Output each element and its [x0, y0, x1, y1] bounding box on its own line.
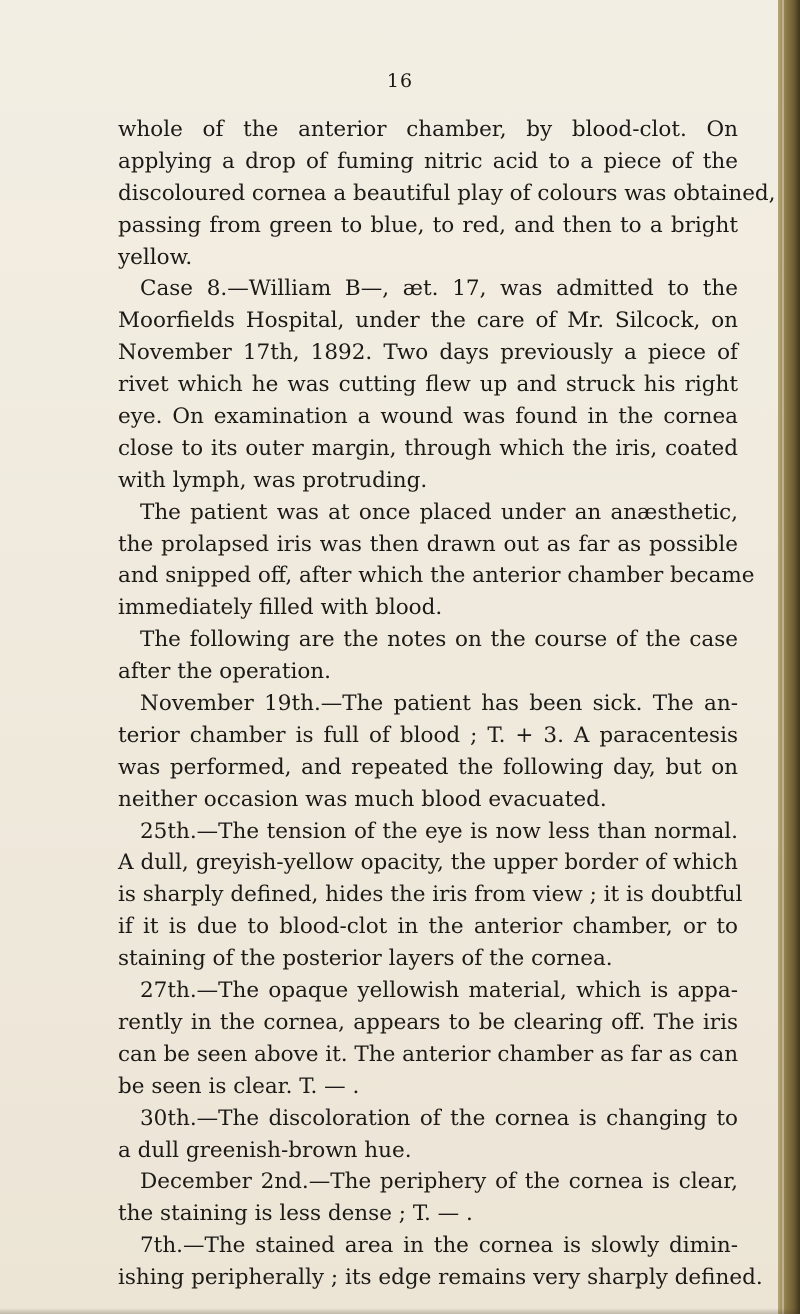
text-line: Moorfields Hospital, under the care of Mr. Silcock, on — [118, 308, 738, 334]
body-text — [118, 114, 776, 1294]
text-line: applying a drop of fuming nitric acid to a piece of the — [118, 148, 738, 174]
text-line: 7th.—The stained area in the cornea is slowly dimin- — [140, 1233, 738, 1259]
text-line: 30th.—The discoloration of the cornea is changing to — [140, 1105, 738, 1131]
text-line: A dull, greyish-yellow opacity, the upper border of which — [118, 850, 738, 876]
page-number: 16 — [386, 70, 414, 92]
text-line: with lymph, was protruding. — [118, 467, 428, 493]
text-line: yellow. — [118, 244, 193, 270]
text-line: can be seen above it. The anterior chamber as far as can — [118, 1041, 739, 1067]
text-line: eye. On examination a wound was found in the cornea — [118, 404, 738, 430]
text-line: the staining is less dense ; T. — . — [118, 1201, 473, 1227]
page-edge — [778, 0, 800, 1314]
case-heading-line: Case 8.—William B—, æt. 17, was admitted to the — [140, 276, 738, 302]
text-line: The following are the notes on the course of the case — [140, 627, 738, 653]
text-line: is sharply defined, hides the iris from view ; it is doubtful — [118, 882, 743, 908]
text-line: 25th.—The tension of the eye is now less than normal. — [140, 818, 738, 844]
text-line: discoloured cornea a beautiful play of colours was obtained, — [118, 180, 776, 206]
text-line: November 17th, 1892. Two days previously a piece of — [118, 340, 738, 366]
text-line: rently in the cornea, appears to be clearing off. The iris — [118, 1009, 738, 1035]
text-line: neither occasion was much blood evacuated. — [118, 786, 607, 812]
text-line: December 2nd.—The periphery of the cornea is clear, — [140, 1169, 738, 1195]
text-line: terior chamber is full of blood ; T. + 3. A paracentesis — [118, 722, 738, 748]
text-line: and snipped off, after which the anterior chamber became — [118, 563, 755, 589]
text-line: after the operation. — [118, 659, 331, 685]
text-line: ishing peripherally ; its edge remains very sharply defined. — [118, 1265, 763, 1291]
text-line: was performed, and repeated the following day, but on — [118, 754, 738, 780]
text-line: if it is due to blood-clot in the anterior chamber, or to — [118, 914, 738, 940]
text-line: a dull greenish-brown hue. — [118, 1137, 412, 1163]
text-line: close to its outer margin, through which the iris, coated — [118, 435, 738, 461]
text-line: passing from green to blue, to red, and then to a bright — [118, 212, 738, 238]
text-line: The patient was at once placed under an anæsthetic, — [140, 499, 738, 525]
text-line: be seen is clear. T. — . — [118, 1073, 360, 1099]
text-line: whole of the anterior chamber, by blood-clot. On — [118, 117, 738, 142]
text-line: staining of the posterior layers of the cornea. — [118, 946, 613, 972]
text-line: November 19th.—The patient has been sick. The an- — [140, 691, 738, 717]
text-line: 27th.—The opaque yellowish material, which is appa- — [140, 978, 738, 1004]
text-line: immediately filled with blood. — [118, 595, 443, 621]
page-bottom-shadow — [0, 1308, 800, 1314]
text-line: the prolapsed iris was then drawn out as far as possible — [118, 531, 738, 557]
text-line: rivet which he was cutting flew up and struck his right — [118, 372, 738, 398]
